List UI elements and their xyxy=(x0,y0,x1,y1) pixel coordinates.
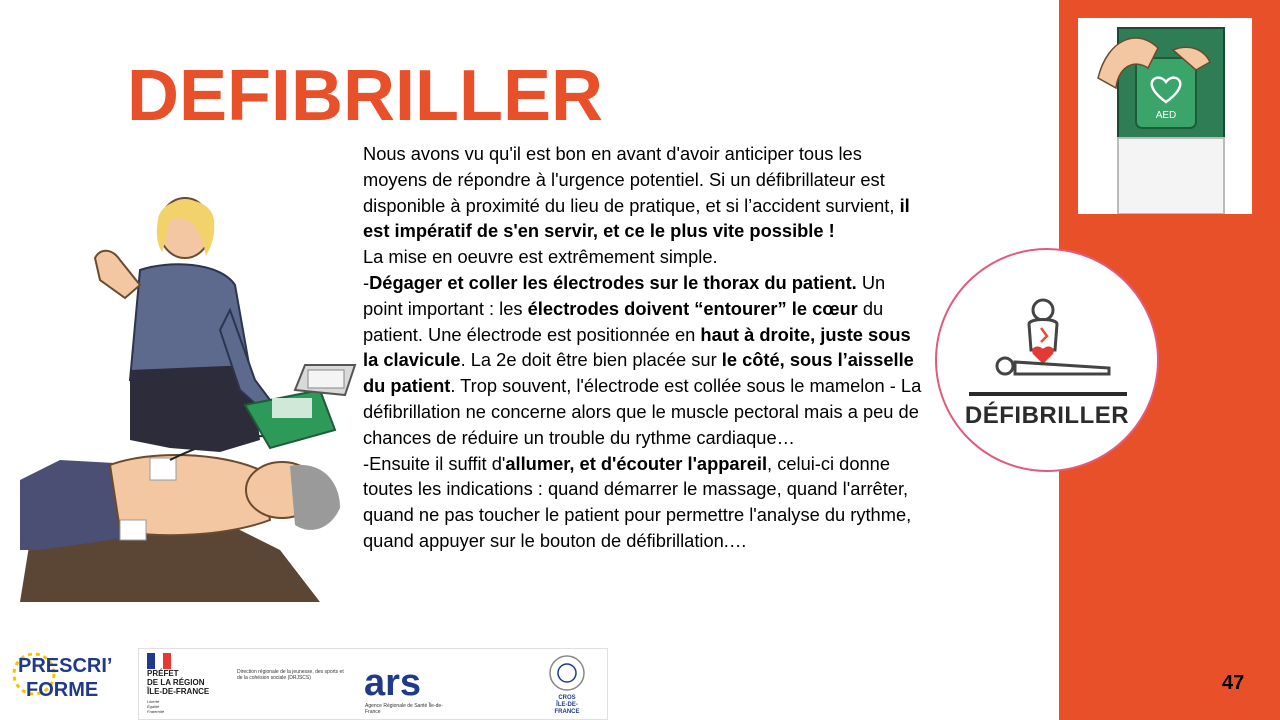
cros-text: CROS ÎLE-DE-FRANCE xyxy=(554,695,580,715)
aed-label: AED xyxy=(1155,110,1177,121)
ars-logo: ars xyxy=(364,662,422,704)
prefet-region-text: PRÉFET DE LA RÉGION ÎLE-DE-FRANCE xyxy=(147,669,210,696)
paragraph-intro xyxy=(363,141,928,244)
paragraph-simple xyxy=(363,244,928,270)
bold-text-run: haut à droite, juste sous la clavicule xyxy=(363,323,911,371)
bold-text-run: électrodes doivent “entourer” le cœur xyxy=(527,297,858,319)
bold-text-run: allumer, et d'écouter l'appareil xyxy=(505,452,768,474)
defibrillate-badge xyxy=(935,248,1159,472)
text-run: La mise en oeuvre est extrêmement simple. xyxy=(363,246,718,268)
prescri-line2: FORME xyxy=(26,679,99,701)
text-run: du patient. Une électrode est positionnée en xyxy=(363,297,884,345)
prescri-line1: PRESCRI’ xyxy=(18,655,113,677)
text-run: Un point important : les xyxy=(363,271,886,319)
slide-title: DEFIBRILLER xyxy=(127,56,603,136)
badge-divider xyxy=(969,392,1127,396)
text-run: . La 2e doit être bien placée sur xyxy=(460,349,722,371)
ars-subtitle: Agence Régionale de Santé Île-de-France xyxy=(365,703,443,715)
rescuer-aed-illustration xyxy=(20,190,360,602)
bold-text-run: il est impératif de s'en servir, et ce le plus vite possible ! xyxy=(363,194,910,242)
paragraph-electrodes xyxy=(363,270,928,451)
text-run: , celui-ci donne toutes les indications : quand démarrer le massage, quand l'arrêter, quand ne pas toucher le patient pour permettre l'analyse du rythme, quand appuyer sur le bouton de défibrillation.… xyxy=(363,452,912,551)
aed-cabinet-icon xyxy=(1078,18,1252,214)
partner-logos xyxy=(138,648,608,720)
slide-body-text xyxy=(363,141,928,554)
paragraph-device xyxy=(363,451,928,554)
bold-text-run: Dégager et coller les électrodes sur le thorax du patient. xyxy=(369,271,857,293)
text-run: -Ensuite il suffit d' xyxy=(363,452,506,474)
republic-motto: Liberté Égalité Fraternité xyxy=(147,699,165,714)
text-run: - xyxy=(363,271,370,293)
text-run: Nous avons vu qu'il est bon en avant d'avoir anticiper tous les moyens de répondre à l'urgence potentiel. Si un défibrillateur est disponible à proximité du lieu de pratique, et si l’accident survient, xyxy=(363,143,900,216)
prescri-forme-logo xyxy=(4,636,134,712)
cpr-pictogram-icon xyxy=(937,250,1157,390)
cros-emblem-icon xyxy=(547,653,587,693)
badge-label: DÉFIBRILLER xyxy=(964,402,1130,429)
bold-text-run: le côté, sous l’aisselle du patient xyxy=(363,349,914,397)
text-run: . Trop souvent, l'électrode est collée sous le mamelon - La défibrillation ne concerne alors que le muscle pectoral mais a peu de chances de réduire un trouble du rythme cardiaque… xyxy=(363,375,922,448)
page-number: 47 xyxy=(1222,672,1245,694)
aed-cabinet-card xyxy=(1078,18,1252,214)
marianne-flag-icon xyxy=(147,653,171,669)
drjscs-text: Direction régionale de la jeunesse, des sports et de la cohésion sociale (DRJSCS) xyxy=(237,669,344,681)
